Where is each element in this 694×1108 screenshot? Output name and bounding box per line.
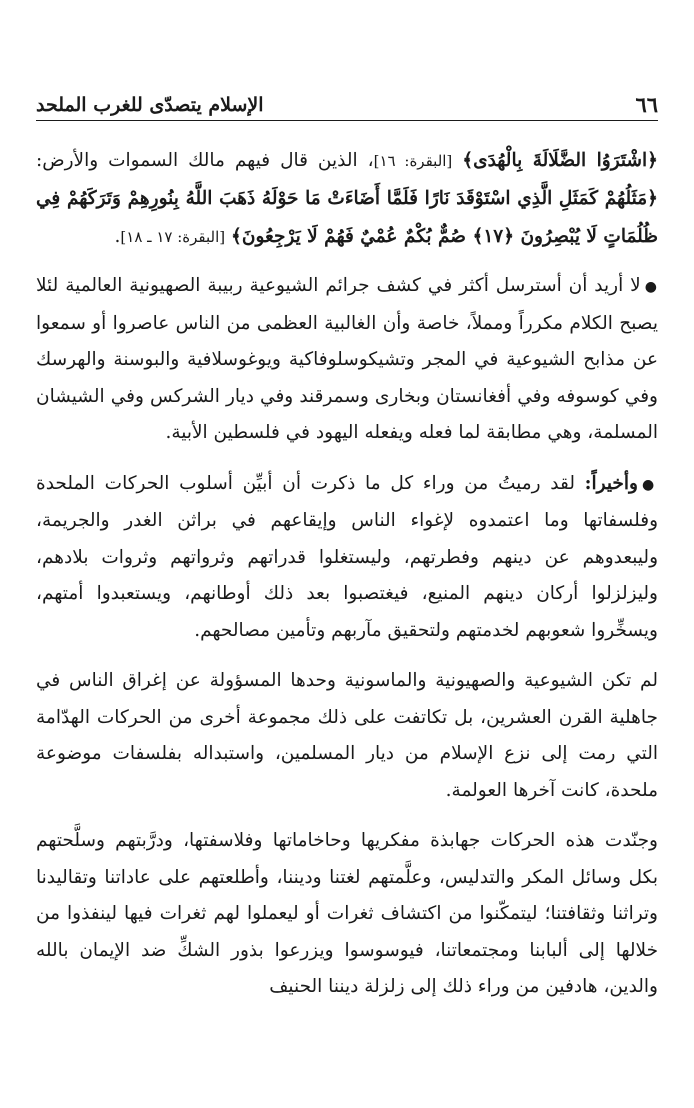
opening-paragraph [36,142,658,256]
paragraph-text: لقد رميتُ من وراء كل ما ذكرت أن أبيِّن أسلوب الحركات الملحدة وفلسفاتها وما اعتمدوه لإغواء الناس وإيقاعهم في براثن الغدر والجريمة، وليبعدوهم عن دينهم وفطرتهم، وليستغلوا قدراتهم وثرواتهم وثروات بلادهم، وليزلزلوا أركان دينهم المنيع، فيغتصبوا بعد ذلك أوطانهم، ويستعبدوا أمتهم، ويسخِّروا شعوبهم لخدمتهم ولتحقيق مآربهم وتأمين مصالحهم. [36,472,658,641]
paragraph-text: وجنّدت هذه الحركات جهابذة مفكريها وحاخاماتها وفلاسفتها، ودرَّبتهم وسلَّحتهم بكل وسائل المكر والتدليس، وعلَّمتهم لغتنا وديننا، وأطلعتهم على عاداتنا وتقاليدنا وتراثنا وثقافتنا؛ ليتمكّنوا من اكتشاف ثغرات أو ليعملوا لهم ثغرات فيها لينفذوا من خلالها إلى ألبابنا ومجتمعاتنا، فيوسوسوا ويزرعوا بذور الشكِّ ضد الإيمان بالله والدين، هادفين من وراء ذلك إلى زلزلة ديننا الحنيف [36,830,658,997]
quran-verse: ﴿اشْتَرَوُا الضَّلَالَةَ بِالْهُدَى﴾ [462,150,658,171]
paragraph-text: لا أريد أن أسترسل أكثر في كشف جرائم الشيوعية ربيبة الصهيونية العالمية لئلا يصبح الكلام مكرراً ومملاً، خاصة وأن الغالبية العظمى من الناس عاصروا أو سمعوا عن مذابح الشيوعية في المجر وتشيكوسلوفاكية ويوغوسلافية والبوسنة والهرسك وفي كوسوفه وفي أفغانستان وبخارى وسمرقند وفي ديار الشركس وفي الشيشان المسلمة، وهي مطابقة لما فعله ويفعله اليهود في فلسطين الأبية. [36,275,658,443]
paragraph-lead: وأخيراً: [584,472,638,494]
paragraph-end: . [114,226,121,247]
paragraph [36,466,658,650]
running-title: الإسلام يتصدّى للغرب الملحد [36,94,264,116]
paragraph [36,823,658,1006]
verse-reference: [البقرة: ١٦] [373,152,453,170]
quran-verse: ﴿مَثَلُهُمْ كَمَثَلِ الَّذِي اسْتَوْقَدَ نَارًا فَلَمَّا أَضَاءَتْ مَا حَوْلَهُ ذَهَبَ اللَّهُ بِنُورِهِمْ وَتَرَكَهُمْ فِي ظُلُمَاتٍ لَا يُبْصِرُونَ ﴿١٧﴾ صُمٌّ بُكْمٌ عُمْيٌ فَهُمْ لَا يَرْجِعُونَ﴾ [36,188,658,247]
paragraph [36,268,658,452]
bullet-icon: ● [644,279,659,295]
verse-reference: [البقرة: ١٧ ـ ١٨] [120,228,226,246]
paragraph [36,663,658,809]
page-header [36,86,658,121]
paragraph-text: لم تكن الشيوعية والصهيونية والماسونية وحدها المسؤولة عن إغراق الناس في جاهلية القرن العشرين، بل تكاتفت على ذلك مجموعة أخرى من الحركات الهدّامة التي رمت إلى نزع الإسلام من ديار المسلمين، واستبداله بفلسفات موضوعة ملحدة، كانت آخرها العولمة. [36,670,658,801]
paragraph-text: ، الذين قال فيهم مالك السموات والأرض: [36,150,374,171]
page-body [36,142,658,1020]
page-number: ٦٦ [635,92,658,117]
bullet-icon: ● [641,476,658,493]
